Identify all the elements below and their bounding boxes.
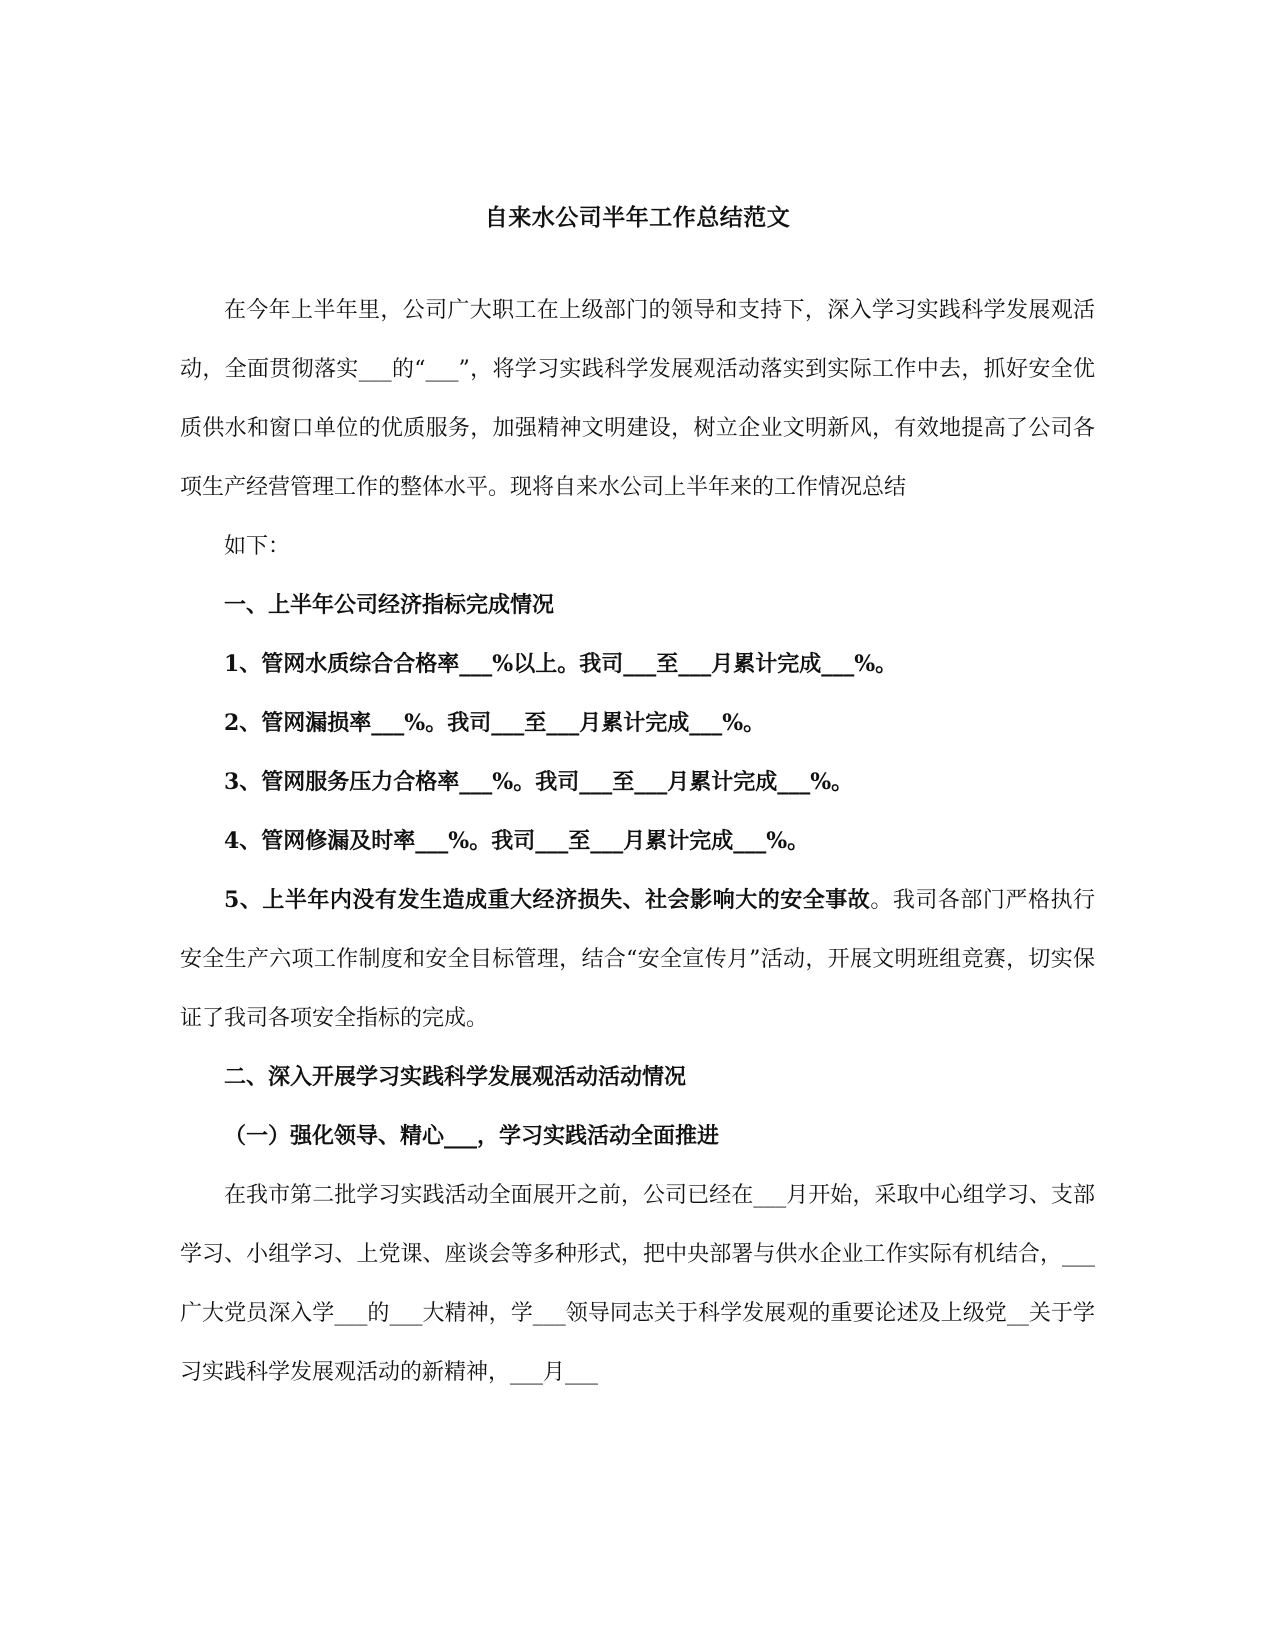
list-item-water-quality: 1、管网水质综合合格率___%以上。我司___至___月累计完成___%。 bbox=[224, 651, 898, 677]
document-title: 自来水公司半年工作总结范文 bbox=[484, 204, 791, 231]
heading-section-1: 一、上半年公司经济指标完成情况 bbox=[224, 592, 555, 618]
paragraph-intro: 在今年上半年里，公司广大职工在上级部门的领导和支持下，深入学习实践科学发展观活动，全面贯彻落实___的“___”，将学习实践科学发展观活动落实到实际工作中去，抓好安全优质供水和窗口单位的优质服务，加强精神文明建设，树立企业文明新风，有效地提高了公司各项生产经营管理工作的整体水平。现将自来水公司上半年来的工作情况总结 bbox=[180, 298, 1095, 500]
list-item-pressure-rate: 3、管网服务压力合格率___%。我司___至___月累计完成___%。 bbox=[224, 769, 854, 795]
paragraph-study-activities: 在我市第二批学习实践活动全面展开之前，公司已经在___月开始，采取中心组学习、支部学习、小组学习、上党课、座谈会等多种形式，把中央部署与供水企业工作实际有机结合，___广大党员深入学___的___大精神，学___领导同志关于科学发展观的重要论述及上级党__关于学习实践科学发展观活动的新精神，___月___ bbox=[180, 1183, 1095, 1385]
safety-text: 。我司各部门严格执行安全生产六项工作制度和安全目标管理，结合“安全宣传月”活动，开展文明班组竞赛，切实保证了我司各项安全指标的完成。 bbox=[180, 888, 1095, 1031]
subheading-leadership: （一）强化领导、精心___，学习实践活动全面推进 bbox=[224, 1123, 720, 1149]
heading-section-2: 二、深入开展学习实践科学发展观活动活动情况 bbox=[224, 1064, 687, 1090]
safety-bold-lead: 5、上半年内没有发生造成重大经济损失、社会影响大的安全事故 bbox=[224, 887, 871, 913]
list-item-leakage-rate: 2、管网漏损率___%。我司___至___月累计完成___%。 bbox=[224, 710, 766, 736]
list-item-safety bbox=[180, 871, 1095, 1048]
list-item-repair-rate: 4、管网修漏及时率___%。我司___至___月累计完成___%。 bbox=[224, 828, 810, 854]
paragraph-as-follows: 如下： bbox=[224, 534, 291, 559]
document-body bbox=[180, 281, 1095, 1402]
document-page bbox=[180, 0, 1095, 1650]
